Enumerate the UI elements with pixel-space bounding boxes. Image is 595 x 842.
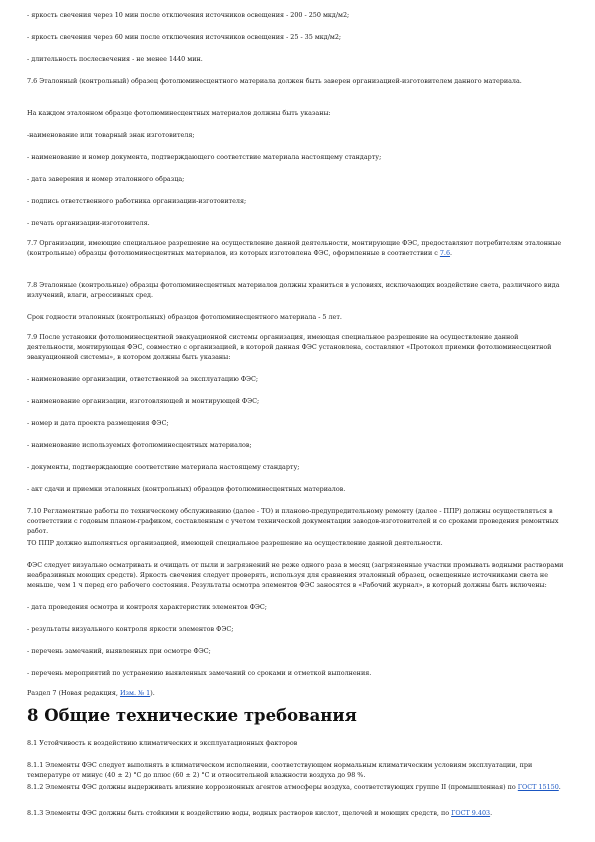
paragraph [27, 238, 568, 258]
text-run: - перечень замечаний, выявленных при осмотре ФЭС; [27, 647, 211, 655]
text-run: - яркость свечения через 60 мин после отключения источников освещения - 25 - 35 мкд/м2; [27, 33, 342, 41]
paragraph [27, 688, 568, 698]
paragraph [27, 108, 568, 118]
paragraph [27, 10, 568, 20]
text-run: ТО ППР должно выполняться организацией, имеющей специальное разрешение на осуществление данной деятельности. [27, 539, 443, 547]
paragraph [27, 54, 568, 64]
text-run: - печать организации-изготовителя. [27, 219, 150, 227]
paragraph [27, 32, 568, 42]
text-run: - наименование организации, ответственной за эксплуатацию ФЭС; [27, 375, 259, 383]
text-run: 7.6 Эталонный (контрольный) образец фотолюминесцентного материала должен быть заверен организацией-изготовителем данного материала. [27, 77, 522, 85]
paragraph [27, 280, 568, 300]
document-link[interactable]: ГОСТ 15150 [517, 783, 559, 791]
paragraph [27, 560, 568, 591]
text-run: - перечень мероприятий по устранению выявленных замечаний со сроками и отметкой выполнения. [27, 669, 372, 677]
text-run: - номер и дата проекта размещения ФЭС; [27, 419, 169, 427]
paragraph [27, 196, 568, 206]
text-run: Срок годности эталонных (контрольных) образцов фотолюминесцентного материала - 5 лет. [27, 313, 342, 321]
paragraph [27, 332, 568, 363]
text-run: - результаты визуального контроля яркости элементов ФЭС; [27, 625, 234, 633]
paragraph [27, 174, 568, 184]
text-run: ). [150, 689, 155, 697]
text-run: 8.1.3 Элементы ФЭС должны быть стойкими к воздействию воды, водных растворов кислот, щелочей и моющих средств, по [27, 809, 452, 817]
text-run: - дата проведения осмотра и контроля характеристик элементов ФЭС; [27, 603, 267, 611]
paragraph [27, 418, 568, 428]
paragraph [27, 738, 568, 748]
text-run: -наименование или товарный знак изготовителя; [27, 131, 195, 139]
text-run: - длительность послесвечения - не менее 1440 мин. [27, 55, 203, 63]
paragraph [27, 808, 568, 818]
paragraph [27, 760, 568, 780]
paragraph [27, 396, 568, 406]
paragraph [27, 218, 568, 228]
paragraph [27, 312, 568, 322]
text-run: - наименование и номер документа, подтверждающего соответствие материала настоящему стандарту; [27, 153, 382, 161]
text-run: - яркость свечения через 10 мин после отключения источников освещения - 200 - 250 мкд/м2; [27, 11, 350, 19]
text-run: Раздел 7 (Новая редакция, [27, 689, 120, 697]
text-run: - акт сдачи и приемки эталонных (контрольных) образцов фотолюминесцентных материалов. [27, 485, 346, 493]
text-run: - документы, подтверждающие соответствие материала настоящему стандарту; [27, 463, 300, 471]
text-run: - дата заверения и номер эталонного образца; [27, 175, 185, 183]
paragraph [27, 152, 568, 162]
paragraph [27, 668, 568, 678]
text-run: 8.1 Устойчивость к воздействию климатических и эксплуатационных факторов [27, 739, 298, 747]
text-run: ФЭС следует визуально осматривать и очищать от пыли и загрязнений не реже одного раза в месяц (загрязненные участки промывать водными растворами неабразивных моющих средств). Яркость свечения следует проверять, используя для сравнения эталонный образец, освещенные источниками света не меньше, чем 1 ч перед его рабочего состояния. Результаты осмотра элементов ФЭС заносятся в «Рабочий журнал», в который должны быть включены: [27, 561, 564, 590]
text-run: 7.7 Организации, имеющие специальное разрешение на осуществление данной деятельности, монтирующие ФЭС, предоставляют потребителям эталонные (контрольные) образцы фотолюминесцентных материалов, из которых изготовлена ФЭС, оформленные в соответствии с [27, 239, 562, 258]
text-run: На каждом эталонном образце фотолюминесцентных материалов должны быть указаны: [27, 109, 331, 117]
paragraph [27, 484, 568, 494]
paragraph [27, 76, 568, 86]
paragraph [27, 506, 568, 537]
text-run: - наименование организации, изготовляющей и монтирующей ФЭС; [27, 397, 260, 405]
document-link[interactable]: 7.6 [439, 249, 451, 258]
text-run: 8.1.1 Элементы ФЭС следует выполнять в климатическом исполнении, соответствующем нормальным климатическим условиям эксплуатации, при температуре от минус (40 ± 2) °С до плюс (60 ± 2) °С и относительной влажности воздуха до 98 %. [27, 761, 533, 780]
text-run: . [450, 249, 453, 258]
document-link[interactable]: Изм. № 1 [119, 689, 151, 697]
paragraph [27, 646, 568, 656]
text-run: 8 Общие технические требования [27, 706, 357, 725]
text-run: 7.10 Регламентные работы по техническому обслуживанию (далее - ТО) и планово-предупредительному ремонту (далее - ППР) должны осуществляться в соответствии с годовым планом-графиком, составленным с учетом технической документации заводов-изготовителей и со сроками проведения ремонтных работ. [27, 507, 559, 536]
paragraph [27, 602, 568, 612]
paragraph [27, 538, 568, 548]
document-link[interactable]: ГОСТ 9.403 [451, 809, 491, 817]
text-run: 7.9 После установки фотолюминесцентной эвакуационной системы организация, имеющая специальное разрешение на осуществление данной деятельности, монтирующая ФЭС, совместно с организацией, в которой данная ФЭС установлена, составляют «Протокол приемки фотолюминесцентной эвакуационной системы», в котором должны быть указаны: [27, 333, 552, 362]
paragraph [27, 440, 568, 450]
paragraph [27, 782, 568, 792]
paragraph [27, 130, 568, 140]
text-run: - подпись ответственного работника организации-изготовителя; [27, 197, 247, 205]
text-run: 7.8 Эталонные (контрольные) образцы фотолюминесцентных материалов должны храниться в условиях, исключающих воздействие света, различного вида излучений, влаги, агрессивных сред. [27, 281, 560, 300]
paragraph [27, 374, 568, 384]
paragraph [27, 624, 568, 634]
text-run: . [558, 783, 561, 791]
paragraph [27, 462, 568, 472]
text-run: . [490, 809, 493, 817]
text-run: 8.1.2 Элементы ФЭС должны выдерживать влияние коррозионных агентов атмосферы воздуха, соответствующих группе II (промышленная) по [27, 783, 518, 791]
text-run: - наименование используемых фотолюминесцентных материалов; [27, 441, 252, 449]
section-heading [27, 706, 568, 726]
